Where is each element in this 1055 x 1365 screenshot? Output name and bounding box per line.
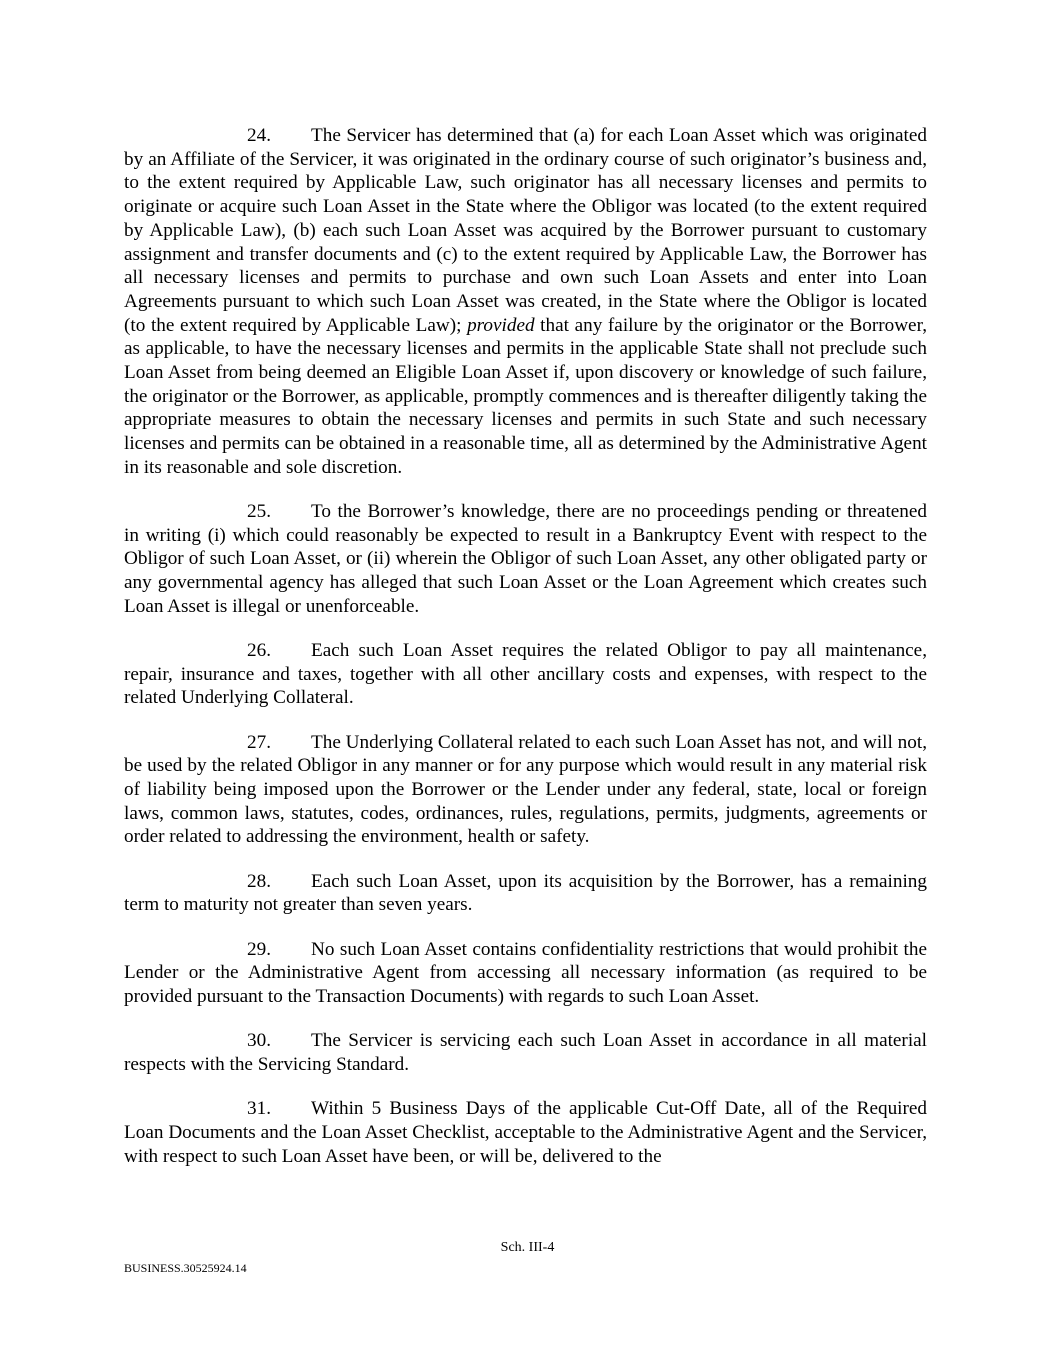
- paragraph-30: [124, 1029, 927, 1076]
- paragraph-number: 24.: [247, 125, 271, 146]
- paragraph-number: 29.: [247, 938, 271, 960]
- paragraph-text-continued: that any failure by the originator or the Borrower, as applicable, to have the necessary licenses and permits in the applicable State shall not preclude such Loan Asset from being deemed an Eligible Loan Asset if, upon discovery or knowledge of such failure, the originator or the Borrower, as applicable, promptly commences and is thereafter diligently taking the appropriate measures to obtain the necessary licenses and permits in such State and such necessary licenses and permits can be obtained in a reasonable time, all as determined by the Administrative Agent in its reasonable and sole discretion.: [124, 314, 927, 478]
- paragraph-28: [124, 870, 927, 917]
- paragraph-text: The Underlying Collateral related to each such Loan Asset has not, and will not, be used by the related Obligor in any manner or for any purpose which would result in any material risk of liability being imposed upon the Borrower or the Lender under any federal, state, local or foreign laws, common laws, statutes, codes, ordinances, rules, regulations, permits, judgments, agreements or order related to addressing the environment, health or safety.: [124, 731, 927, 848]
- paragraph-text: Each such Loan Asset requires the related Obligor to pay all maintenance, repair, insurance and taxes, together with all other ancillary costs and expenses, with respect to the related Underlying Collateral.: [124, 640, 927, 709]
- paragraph-text: The Servicer has determined that (a) for each Loan Asset which was originated by an Affiliate of the Servicer, it was originated in the ordinary course of such originator’s business and, to the extent required by Applicable Law, such originator has all necessary licenses and permits to originate or acquire such Loan Asset in the State where the Obligor was located (to the extent required by Applicable Law), (b) each such Loan Asset was acquired by the Borrower pursuant to customary assignment and transfer documents and (c) to the extent required by Applicable Law, the Borrower has all necessary licenses and permits to purchase and own such Loan Assets and enter into Loan Agreements pursuant to which such Loan Asset was created, in the State where the Obligor is located (to the extent required by Applicable Law);: [124, 125, 927, 336]
- paragraph-number: 26.: [247, 640, 271, 662]
- document-body: [124, 124, 927, 1189]
- paragraph-text: Within 5 Business Days of the applicable Cut-Off Date, all of the Required Loan Documents and the Loan Asset Checklist, acceptable to the Administrative Agent and the Servicer, with respect to such Loan Asset have been, or will be, delivered to the: [124, 1098, 927, 1167]
- page-number: Sch. III-4: [500, 1240, 555, 1255]
- paragraph-text: Each such Loan Asset, upon its acquisition by the Borrower, has a remaining term to maturity not greater than seven years.: [124, 870, 927, 916]
- paragraph-number: 27.: [247, 731, 271, 753]
- paragraph-31: [124, 1097, 927, 1168]
- paragraph-27: [124, 731, 927, 850]
- paragraph-25: [124, 500, 927, 619]
- paragraph-29: [124, 938, 927, 1009]
- italic-term: provided: [467, 314, 535, 336]
- paragraph-number: 25.: [247, 501, 271, 523]
- document-id: BUSINESS.30525924.14: [124, 1261, 247, 1275]
- paragraph-text: The Servicer is servicing each such Loan Asset in accordance in all material respects with the Servicing Standard.: [124, 1030, 927, 1075]
- paragraph-24: [124, 124, 927, 480]
- paragraph-number: 30.: [247, 1030, 271, 1052]
- paragraph-number: 31.: [247, 1098, 271, 1120]
- paragraph-number: 28.: [247, 870, 271, 892]
- paragraph-26: [124, 639, 927, 710]
- paragraph-text: No such Loan Asset contains confidentiality restrictions that would prohibit the Lender or the Administrative Agent from accessing all necessary information (as required to be provided pursuant to the Transaction Documents) with regards to such Loan Asset.: [124, 938, 927, 1007]
- paragraph-text: To the Borrower’s knowledge, there are no proceedings pending or threatened in writing (i) which could reasonably be expected to result in a Bankruptcy Event with respect to the Obligor of such Loan Asset, or (ii) wherein the Obligor of such Loan Asset, any other obligated party or any governmental agency has alleged that such Loan Asset or the Loan Agreement which creates such Loan Asset is illegal or unenforceable.: [124, 501, 927, 617]
